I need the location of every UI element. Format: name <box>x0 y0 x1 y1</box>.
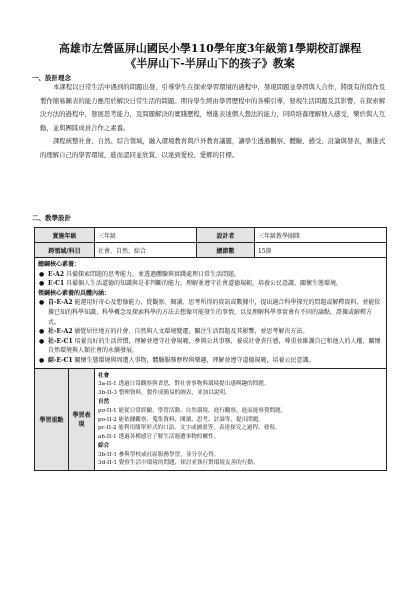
competency-text: 能運用好奇心及想像能力，從觀察、閱讀、思考所得的資訊或數據中，提出適合科學探究的問題或解釋資料，並能依據已知的科學知識、科學概念及探索科學的方法去想像可能發生的事情，以及理解科學事實會有不同的論點、證據或解釋方式。 <box>48 299 381 326</box>
designer-label: 設計者 <box>197 228 255 243</box>
list-item: 3b-II-3 整理資料，製作成簡易的圖表，並加以說明。 <box>98 389 231 396</box>
core-competency-heading: 總綱核心素養： <box>38 261 81 268</box>
list-item <box>38 270 383 280</box>
list-item <box>38 337 383 356</box>
competency-code: E-A2 <box>48 270 65 278</box>
competency-code: 自-E-A2 <box>48 299 73 307</box>
document-title: 高雄市左營區屏山國民小學110學年度3年級第1學期校訂課程 <box>58 42 362 55</box>
domain-value: 社會、自然、綜合 <box>95 243 197 258</box>
list-item: pc-II-2 能利用簡單形式的口語、文字或圖畫等，表達探究之過程、發現。 <box>98 425 281 432</box>
bullet-icon: ● <box>39 356 45 364</box>
design-concept-text <box>40 81 388 163</box>
list-item: 3b-II-1 參與學校或社區服務學習，並分享心得。 <box>98 451 220 458</box>
bullet-icon: ● <box>39 337 45 345</box>
group-name-social: 社會 <box>98 372 110 379</box>
sessions-label: 總節數 <box>197 243 255 258</box>
competency-code: E-C1 <box>48 280 65 288</box>
bullet-icon: ● <box>39 328 45 336</box>
group-name-integrative: 綜合 <box>98 443 110 450</box>
list-item: ah-II-1 透過各種感官了解生活週遭事物的屬性。 <box>98 433 220 440</box>
grade-label: 實施年級 <box>35 228 95 243</box>
bullet-icon: ● <box>39 299 45 307</box>
list-item: 3d-II-1 覺察生活中環境的問題，探討並執行對環境友善的行動。 <box>98 460 259 467</box>
list-item <box>38 298 383 327</box>
list-item: po-II-1 能從日常經驗、學習活動、自然環境，進行觀察，進而能察覺問題。 <box>98 407 287 414</box>
list-item <box>38 279 383 289</box>
competency-text: 敏覺居住地方的社會、自然與人文環境變遷，關注生活問題及其影響，並思考解決方法。 <box>74 328 309 336</box>
competency-text: 關懷生態環境與周遭人事物，體驗服務歷程與樂趣，理解並遵守道德規範，培養公民意識。 <box>74 356 315 364</box>
learning-focus-label: 學習重點 <box>35 368 69 471</box>
sessions-value: 15節 <box>255 243 387 258</box>
learning-performance-label: 學習表現 <box>69 368 95 471</box>
paragraph: 課程統整社會、自然、綜合領域，融入環境教育與戶外教育議題，讓學生透過觀察、體驗、感受、討論與發表，漸進式的理解自己的學習環境，進而認同並欣賞，以達到愛校、愛鄉的目標。 <box>40 137 386 159</box>
lesson-plan-table <box>34 227 387 471</box>
list-item: 3a-II-1 透過日常觀察與省思，對社會事物與環境提出感興趣的問題。 <box>98 381 270 388</box>
bullet-icon: ● <box>39 280 45 288</box>
core-competency-block <box>35 258 387 369</box>
competency-code: 社-E-C1 <box>48 337 73 345</box>
competency-code: 綜-E-C1 <box>48 356 73 364</box>
domain-competency-heading: 領綱核心素養的具體內涵： <box>38 289 111 297</box>
competency-code: 社-E-A2 <box>48 328 73 336</box>
domain-label: 跨領域/科目 <box>35 243 95 258</box>
grade-value: 三年級 <box>95 228 197 243</box>
competency-text: 具備個人生活道德的知識與是非判斷的能力，理解並遵守社會道德規範，培養公民意識，關懷生態環境。 <box>66 280 343 288</box>
document-subtitle: 《半屏山下-半屏山下的孩子》教案 <box>125 57 295 70</box>
paragraph: 本課程以日常生活中遇到的問題出發，引導學生在探索學習環境的過程中，發現問題並學習與人合作，將既有的寫作及製作簡易圖表的能力應用於解決日常生活的問題。期待學生經由學習歷程中的各種引導，發現生活問題及其影響，在探索解決方法的過程中，發展思考能力，及問題解決的實踐歷程，增進表達個人想法的能力，同時培養理解他人感受，樂於與人互動，並與團隊成員合作之素養。 <box>40 83 386 132</box>
learning-performance-list <box>95 368 387 471</box>
list-item <box>38 327 383 337</box>
section-heading-teaching-design: 二、教學設計 <box>32 214 71 222</box>
competency-text: 培養良好的生活習慣，理解並遵守社會規範，參與公共事務，養成社會責任感，尊重並維護自己和他人的人權，關懷自然環境與人類社會的永續發展。 <box>48 337 381 355</box>
competency-text: 具備探索問題的思考能力，並透過體驗與實踐處理日常生活問題。 <box>65 270 240 278</box>
group-name-science: 自然 <box>98 399 110 406</box>
designer-value: 三年級教學團隊 <box>255 228 387 243</box>
section-heading-design-concept: 一、設計理念 <box>32 74 71 82</box>
list-item: po-II-2 能依據觀察、蒐集資料、閱讀、思考、討論等，提出問題。 <box>98 416 264 423</box>
bullet-icon: ● <box>39 270 45 278</box>
list-item <box>38 356 383 366</box>
